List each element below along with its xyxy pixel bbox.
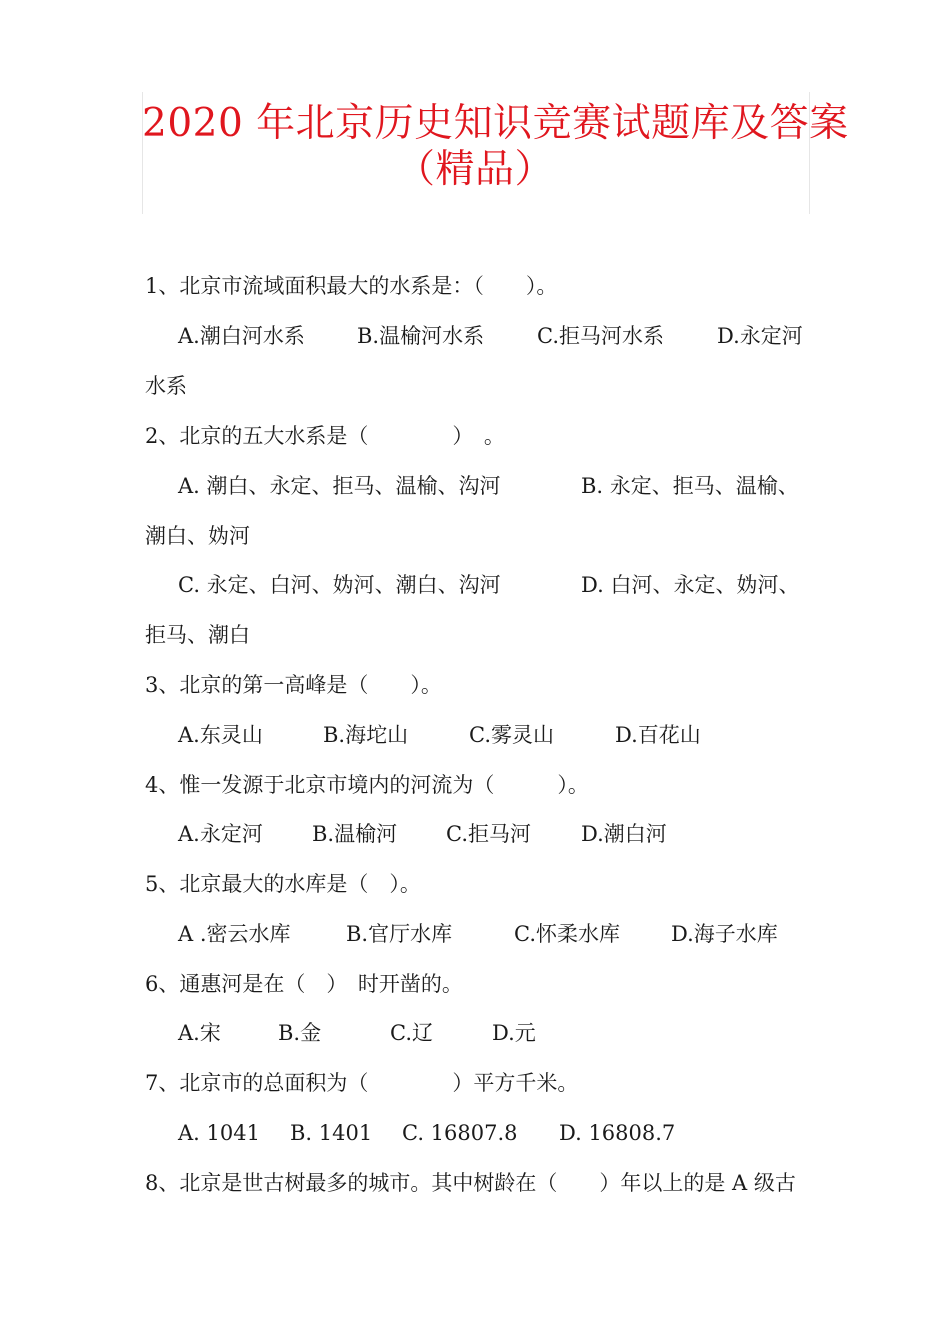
document-subtitle: （精品） xyxy=(395,147,554,192)
question-4-option-c: C.拒马河 xyxy=(446,822,531,846)
question-2-option-c: C. 永定、白河、妫河、潮白、沟河 xyxy=(178,573,501,597)
document-title: 2020 年北京历史知识竞赛试题库及答案 xyxy=(142,101,849,146)
question-2-option-d-wrap: 拒马、潮白 xyxy=(145,623,250,647)
question-7-option-c: C. 16807.8 xyxy=(402,1121,518,1145)
question-6-option-d: D.元 xyxy=(492,1021,536,1045)
question-6-option-b: B.金 xyxy=(278,1021,322,1045)
question-5-option-a: A .密云水库 xyxy=(178,922,291,946)
question-3-option-a: A.东灵山 xyxy=(178,723,263,747)
question-5-option-b: B.官厅水库 xyxy=(346,922,453,946)
question-1-stem: 1、北京市流域面积最大的水系是：（ ）。 xyxy=(145,274,558,298)
question-3-stem: 3、北京的第一高峰是（ ）。 xyxy=(145,673,442,697)
question-4-option-a: A.永定河 xyxy=(178,822,263,846)
question-2-option-b: B. 永定、拒马、温榆、 xyxy=(581,474,799,498)
question-6-stem: 6、通惠河是在（ ） 时开凿的。 xyxy=(145,972,463,996)
question-2-option-b-wrap: 潮白、妫河 xyxy=(145,524,250,548)
question-3-option-b: B.海坨山 xyxy=(323,723,409,747)
question-7-stem: 7、北京市的总面积为（ ）平方千米。 xyxy=(145,1071,579,1095)
question-1-option-b: B.温榆河水系 xyxy=(357,324,485,348)
question-3-option-c: C.雾灵山 xyxy=(469,723,554,747)
question-1-option-d: D.永定河 xyxy=(717,324,803,348)
question-3-option-d: D.百花山 xyxy=(615,723,701,747)
question-7-option-a: A. 1041 xyxy=(178,1121,260,1145)
question-4-option-b: B.温榆河 xyxy=(312,822,398,846)
question-6-option-a: A.宋 xyxy=(178,1021,221,1045)
question-8-stem: 8、北京是世古树最多的城市。其中树龄在（ ）年以上的是 A 级古 xyxy=(145,1171,796,1195)
question-5-option-d: D.海子水库 xyxy=(671,922,778,946)
question-2-option-d: D. 白河、永定、妫河、 xyxy=(581,573,800,597)
question-5-stem: 5、北京最大的水库是（ ）。 xyxy=(145,872,421,896)
question-1-option-a: A.潮白河水系 xyxy=(178,324,305,348)
question-2-stem: 2、北京的五大水系是（ ） 。 xyxy=(145,424,505,448)
question-1-option-c: C.拒马河水系 xyxy=(537,324,664,348)
question-4-option-d: D.潮白河 xyxy=(581,822,667,846)
question-4-stem: 4、惟一发源于北京市境内的河流为（ ）。 xyxy=(145,773,589,797)
question-2-option-a: A. 潮白、永定、拒马、温榆、沟河 xyxy=(178,474,501,498)
question-1-option-d-wrap: 水系 xyxy=(145,374,187,398)
question-5-option-c: C.怀柔水库 xyxy=(514,922,620,946)
question-7-option-b: B. 1401 xyxy=(290,1121,373,1145)
question-6-option-c: C.辽 xyxy=(390,1021,433,1045)
question-7-option-d: D. 16808.7 xyxy=(559,1121,676,1145)
